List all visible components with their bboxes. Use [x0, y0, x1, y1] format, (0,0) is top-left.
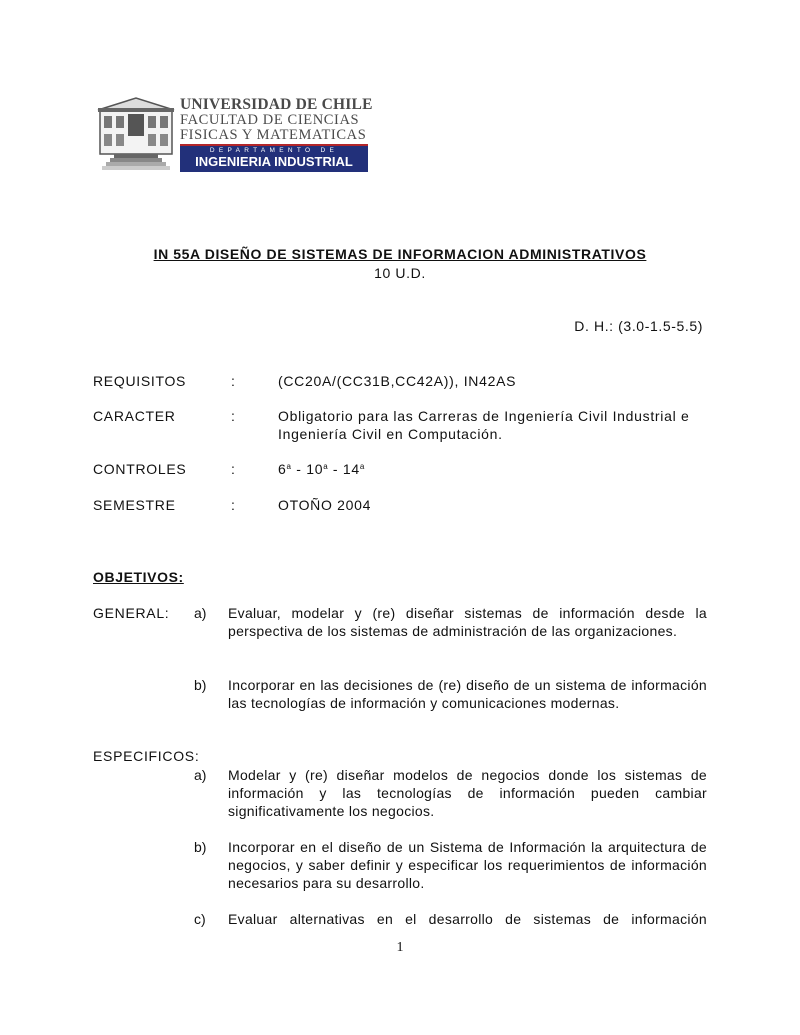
building-emblem-icon: [96, 96, 176, 172]
logo-department-band: [180, 144, 368, 172]
control-1: 6: [278, 461, 287, 477]
controles-separator: :: [231, 461, 236, 477]
requisitos-value: (CC20A/(CC31B,CC42A)), IN42AS: [278, 373, 517, 389]
especificos-item-c-text: Evaluar alternativas en el desarrollo de sistemas de información: [228, 911, 707, 927]
university-logo: [96, 96, 373, 172]
control-dash-1: -: [291, 461, 307, 477]
general-item-a-letter: a): [194, 605, 207, 621]
semestre-label: SEMESTRE: [93, 497, 176, 513]
control-2-ordinal: a: [323, 462, 329, 471]
control-dash-2: -: [328, 461, 343, 477]
objetivos-heading: OBJETIVOS:: [93, 569, 184, 585]
control-3: 14: [342, 461, 360, 477]
logo-faculty-line2: FISICAS Y MATEMATICAS: [180, 127, 367, 143]
especificos-item-c-letter: c): [194, 911, 206, 927]
especificos-label: ESPECIFICOS:: [93, 748, 200, 764]
especificos-item-b-letter: b): [194, 839, 207, 855]
especificos-item-a-letter: a): [194, 767, 207, 783]
control-2: 10: [306, 461, 324, 477]
control-1-ordinal: a: [286, 462, 292, 471]
requisitos-label: REQUISITOS: [93, 373, 187, 389]
course-units: 10 U.D.: [374, 265, 426, 281]
logo-department-label: DEPARTAMENTO DE: [209, 147, 339, 154]
general-item-b-letter: b): [194, 677, 207, 693]
caracter-value: [278, 407, 708, 443]
caracter-value-line2: Ingeniería Civil en Computación.: [278, 426, 503, 442]
logo-university-name: UNIVERSIDAD DE CHILE: [180, 96, 373, 113]
controles-value: [278, 460, 708, 478]
logo-department-name: INGENIERIA INDUSTRIAL: [195, 154, 353, 169]
control-3-ordinal: a: [359, 462, 366, 471]
general-item-a-text: Evaluar, modelar y (re) diseñar sistemas de información desde la perspectiva de los sistemas de administración de las organizaciones.: [228, 605, 707, 639]
requisitos-separator: :: [231, 373, 236, 389]
especificos-item-b-text: Incorporar en el diseño de un Sistema de Información la arquitectura de negocios, y saber definir y especificar los requerimientos de información necesarios para su desarrollo.: [228, 839, 707, 891]
course-title: IN 55A DISEÑO DE SISTEMAS DE INFORMACION ADMINISTRATIVOS: [153, 246, 647, 262]
caracter-label: CARACTER: [93, 408, 176, 424]
page-number: 1: [396, 940, 404, 955]
especificos-item-a-text: Modelar y (re) diseñar modelos de negocios donde los sistemas de información y las tecnologías de información pueden cambiar significativamente los negocios.: [228, 767, 707, 819]
general-item-b-text: Incorporar en las decisiones de (re) diseño de un sistema de información las tecnologías de información y comunicaciones modernas.: [228, 677, 707, 711]
caracter-value-line1: Obligatorio para las Carreras de Ingeniería Civil Industrial e: [278, 408, 690, 424]
semestre-separator: :: [231, 497, 236, 513]
course-hours: D. H.: (3.0-1.5-5.5): [574, 318, 703, 334]
caracter-separator: :: [231, 408, 236, 424]
semestre-value: OTOÑO 2004: [278, 497, 372, 513]
controles-label: CONTROLES: [93, 461, 187, 477]
general-label: GENERAL:: [93, 605, 170, 621]
logo-faculty-line1: FACULTAD DE CIENCIAS: [180, 112, 360, 128]
